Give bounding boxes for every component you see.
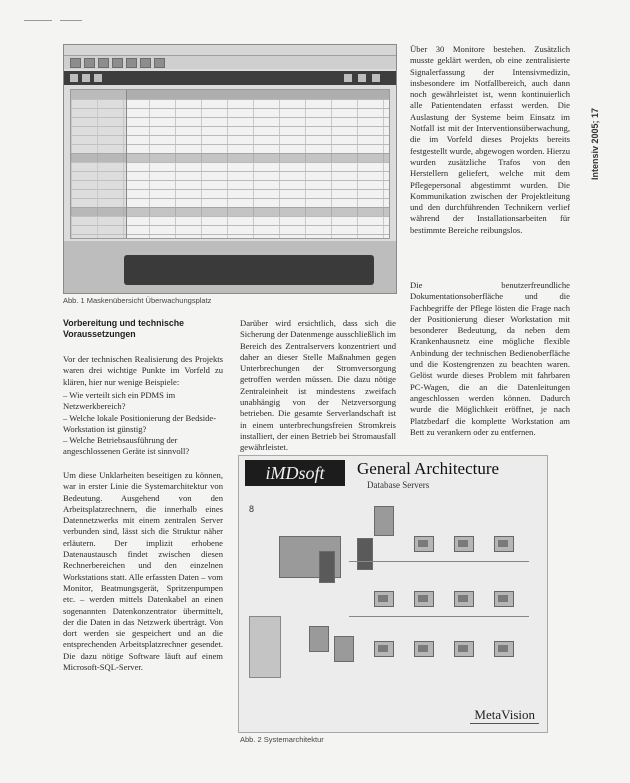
figure-mark: 8	[249, 504, 255, 514]
header-rule	[24, 20, 52, 21]
bullet-item: – Welche lokale Positionierung der Bedside-Workstation ist günstig?	[63, 413, 223, 436]
nav-arrow-icon	[344, 74, 352, 82]
workstation-icon	[494, 641, 514, 657]
bullet-item: – Wie verteilt sich ein PDMS im Netzwerkbereich?	[63, 390, 223, 413]
figure-dark-bar	[124, 255, 374, 285]
paragraph-right-middle: Die benutzerfreundliche Dokumentationsoberfläche und die Fachbegriffe der Pflege lösten die Frage nach der Positionierung dieser Workstation mit besonderer Bedeutung, da neben dem Krankenhausnetz eine mögliche flexible Anbindung der technischen Bedienoberfläche und die Kostengrenzen zu beachten waren. Gelöst wurde dieses Problem mit fahrbaren PC-Wagen, die an die Datenleitungen angeschlossen werden können. Dadurch wurde die Möglichkeit eröffnet, je nach Platzbedarf die komplette Workstation am Bett zu verankern oder zu entfernen.	[410, 280, 570, 437]
figure-title: General Architecture	[357, 459, 500, 478]
paragraph-middle: Darüber wird ersichtlich, dass sich die Sicherung der Datenmenge ausschließlich im Bereich des Zentralservers konzentriert und daher an dieser Stelle Maßnahmen gegen Unterbrechungen der Stromversorgung getroffen werden müssen. Die dazu nötige Zentraleinheit ist mindestens zweifach unabhängig von der Netzversorgung betrieben. Die gesamte Serverlandschaft ist in einem unterbrechungsfreien Stromkreis installiert, der einen Betrieb bei Stromausfall gewährleistet.	[240, 318, 396, 453]
server-tower-icon	[319, 551, 335, 583]
grid-highlight-row	[71, 207, 389, 216]
figure-screenshot	[63, 44, 397, 294]
nav-arrow-icon	[82, 74, 90, 82]
side-journal-label: Intensiv 2005; 17	[590, 107, 600, 180]
grid-highlight-row	[71, 153, 389, 162]
toolbar-icon	[84, 58, 95, 68]
workstation-icon	[454, 591, 474, 607]
figure-subtitle: Database Servers	[367, 480, 430, 490]
network-line	[349, 616, 529, 617]
figure-1-caption: Abb. 1 Maskenübersicht Überwachungsplatz	[63, 296, 212, 305]
workstation-icon	[414, 591, 434, 607]
figure-navbar	[64, 71, 396, 85]
toolbar-icon	[112, 58, 123, 68]
figure-toolbar	[64, 56, 396, 69]
device-panel-icon	[249, 616, 281, 678]
monitor-device-icon	[334, 636, 354, 662]
metavision-logo: MetaVision	[470, 707, 539, 724]
workstation-icon	[414, 536, 434, 552]
workstation-icon	[374, 591, 394, 607]
network-line	[349, 561, 529, 562]
header-rule	[60, 20, 82, 21]
nav-arrow-icon	[70, 74, 78, 82]
workstation-icon	[374, 641, 394, 657]
bullet-list	[63, 390, 223, 458]
toolbar-icon	[154, 58, 165, 68]
workstation-icon	[414, 641, 434, 657]
figure-data-grid	[70, 89, 390, 239]
nav-arrow-icon	[94, 74, 102, 82]
toolbar-icon	[140, 58, 151, 68]
paragraph-right-top: Über 30 Monitore bestehen. Zusätzlich musste geklärt werden, ob eine zentralisierte Signalerfassung der Intensivmedizin, insbesondere im Notfallbereich, auch dann noch gewährleistet ist, wenn kontinuierlich alle Patientendaten erfasst werden. Die Auslastung der Systeme beim Einsatz im Notfall ist mit der Interventionsüberwachung, die im Vorfeld dieses Projekts bereits festgestellt wurde, abgewogen worden. Hierzu wurden zusätzliche Trafos von den Herstellern geliefert, welche mit dem Pflegepersonal abgestimmt wurden. Die Kommunikation zwischen der Projektleitung und den durchführenden Technikern verlief während der Installationsarbeiten für bestimmte Bereiche reibungslos.	[410, 44, 570, 235]
figure-2-caption: Abb. 2 Systemarchitektur	[240, 735, 324, 744]
figure-menubar	[64, 45, 396, 56]
server-tower-icon	[357, 538, 373, 570]
monitor-device-icon	[309, 626, 329, 652]
paragraph-intro: Vor der technischen Realisierung des Projekts waren drei wichtige Punkte im Vorfeld zu klären, hier nur wenige Beispiele:	[63, 354, 223, 387]
figure-architecture	[238, 455, 548, 733]
workstation-icon	[494, 536, 514, 552]
imdsoft-logo: iMDsoft	[245, 460, 345, 486]
toolbar-icon	[126, 58, 137, 68]
workstation-icon	[494, 591, 514, 607]
workstation-icon	[454, 641, 474, 657]
paragraph-body: Um diese Unklarheiten beseitigen zu können, war in erster Linie die Systemarchitektur von Bedeutung. Ausgehend von den Arbeitsplatzrechnern, die innerhalb eines Datennetzwerks mit einem zentralen Server verbunden sind, lässt sich die Struktur näher erläutern. Der implizit erhobene Datenaustausch findet zwischen diesen Rechnerbereichen und den einzelnen Workstations statt. Alle erfassten Daten – vom Monitor, Beatmungsgerät, Spritzenpumpen etc. – werden mittels Datenkabel an einen sogenannten Datenkonzentrator übermittelt, der die Daten in das Netzwerk überträgt. Von dort werden sie gespeichert und an die entsprechenden Arbeitsplatzrechner gesendet. Die dazu nötige Software läuft auf einem Microsoft-SQL-Server.	[63, 470, 223, 673]
section-heading: Vorbereitung und technische Voraussetzungen	[63, 318, 185, 339]
bullet-item: – Welche Betriebsausführung der angeschlossenen Geräte ist sinnvoll?	[63, 435, 223, 458]
server-tower-icon	[374, 506, 394, 536]
toolbar-icon	[70, 58, 81, 68]
toolbar-icon	[98, 58, 109, 68]
workstation-icon	[454, 536, 474, 552]
nav-arrow-icon	[358, 74, 366, 82]
nav-arrow-icon	[372, 74, 380, 82]
